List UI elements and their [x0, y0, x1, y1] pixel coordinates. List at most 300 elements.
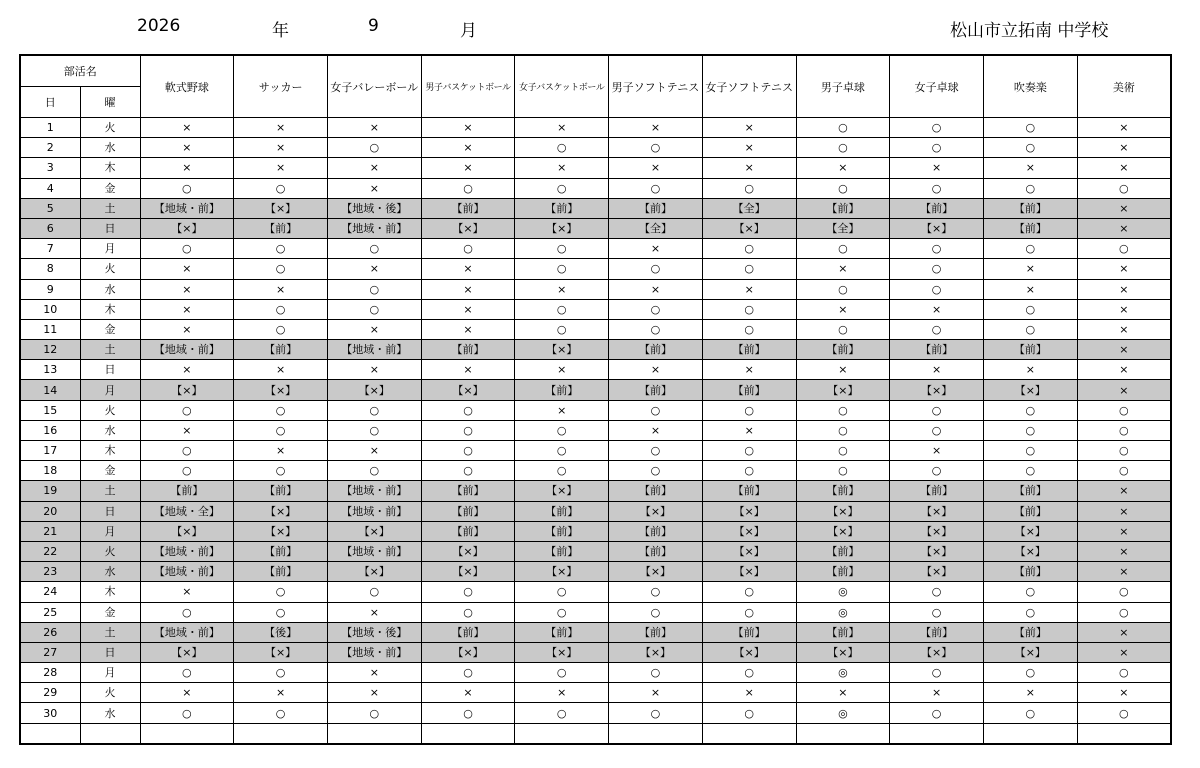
schedule-cell: × [1077, 218, 1171, 238]
schedule-cell: 【×】 [702, 562, 796, 582]
schedule-cell: 【前】 [890, 340, 984, 360]
schedule-cell: 【全】 [796, 218, 890, 238]
day-cell: 14 [20, 380, 80, 400]
empty-cell [1077, 723, 1171, 744]
schedule-cell: × [421, 683, 515, 703]
schedule-cell: ○ [234, 420, 328, 440]
school-name: 松山市立拓南 中学校 [950, 21, 1109, 41]
table-row [20, 218, 1171, 238]
schedule-cell: 【×】 [890, 562, 984, 582]
schedule-cell: × [515, 400, 609, 420]
schedule-cell: ○ [796, 461, 890, 481]
day-cell: 21 [20, 521, 80, 541]
schedule-cell: 【×】 [796, 642, 890, 662]
schedule-cell: 【前】 [515, 622, 609, 642]
schedule-cell: × [140, 118, 234, 138]
schedule-cell: 【×】 [234, 642, 328, 662]
schedule-cell: × [609, 118, 703, 138]
schedule-cell: 【前】 [796, 562, 890, 582]
schedule-cell: ○ [515, 663, 609, 683]
schedule-cell: ○ [421, 703, 515, 723]
schedule-cell: ○ [140, 400, 234, 420]
schedule-cell: 【前】 [609, 541, 703, 561]
schedule-cell: ○ [1077, 582, 1171, 602]
schedule-cell: ○ [234, 319, 328, 339]
schedule-cell: × [421, 299, 515, 319]
schedule-cell: 【×】 [421, 642, 515, 662]
schedule-cell: 【×】 [796, 521, 890, 541]
schedule-cell: 【×】 [421, 541, 515, 561]
schedule-cell: 【地域・後】 [327, 622, 421, 642]
schedule-cell: × [140, 420, 234, 440]
table-row [20, 521, 1171, 541]
schedule-cell: 【×】 [890, 218, 984, 238]
schedule-cell: 【前】 [609, 380, 703, 400]
schedule-cell: × [234, 118, 328, 138]
schedule-cell: 【地域・前】 [327, 501, 421, 521]
schedule-cell: ○ [983, 319, 1077, 339]
schedule-cell: 【×】 [515, 218, 609, 238]
table-row [20, 118, 1171, 138]
schedule-cell: × [609, 158, 703, 178]
schedule-cell: 【×】 [609, 501, 703, 521]
schedule-cell: ○ [327, 420, 421, 440]
weekday-cell: 月 [80, 521, 140, 541]
schedule-cell: × [1077, 380, 1171, 400]
day-cell: 24 [20, 582, 80, 602]
schedule-cell: 【地域・前】 [140, 562, 234, 582]
schedule-cell: ○ [234, 178, 328, 198]
header-month: 9 [368, 16, 379, 36]
schedule-cell: ○ [890, 602, 984, 622]
schedule-cell: × [796, 360, 890, 380]
schedule-cell: ○ [1077, 441, 1171, 461]
schedule-cell: × [327, 683, 421, 703]
schedule-cell: 【前】 [983, 340, 1077, 360]
table-row [20, 420, 1171, 440]
schedule-cell: ○ [421, 441, 515, 461]
schedule-cell: × [421, 319, 515, 339]
schedule-cell: 【前】 [234, 562, 328, 582]
schedule-cell: ○ [327, 703, 421, 723]
schedule-cell: ○ [796, 138, 890, 158]
schedule-cell: 【全】 [609, 218, 703, 238]
schedule-cell: × [983, 360, 1077, 380]
schedule-cell: × [983, 279, 1077, 299]
weekday-cell: 水 [80, 420, 140, 440]
club-header: 男子ソフトテニス [609, 55, 703, 118]
schedule-cell: ○ [421, 602, 515, 622]
schedule-cell: × [421, 360, 515, 380]
schedule-cell: ○ [327, 461, 421, 481]
schedule-cell: 【×】 [983, 642, 1077, 662]
schedule-cell: 【×】 [702, 541, 796, 561]
weekday-cell: 土 [80, 340, 140, 360]
schedule-cell: 【×】 [234, 198, 328, 218]
schedule-cell: ○ [140, 703, 234, 723]
schedule-cell: ○ [327, 138, 421, 158]
schedule-cell: ○ [515, 319, 609, 339]
schedule-cell: × [421, 158, 515, 178]
weekday-cell: 火 [80, 400, 140, 420]
schedule-cell: × [890, 360, 984, 380]
schedule-cell: ○ [609, 461, 703, 481]
schedule-cell: ◎ [796, 582, 890, 602]
schedule-cell: 【前】 [609, 481, 703, 501]
club-header: 吹奏楽 [983, 55, 1077, 118]
schedule-cell: ○ [796, 178, 890, 198]
schedule-cell: 【地域・全】 [140, 501, 234, 521]
schedule-cell: × [327, 319, 421, 339]
schedule-cell: 【×】 [327, 562, 421, 582]
schedule-cell: × [702, 118, 796, 138]
schedule-cell: ○ [515, 239, 609, 259]
schedule-cell: 【×】 [421, 380, 515, 400]
schedule-cell: 【×】 [421, 218, 515, 238]
day-cell: 30 [20, 703, 80, 723]
schedule-cell: × [140, 279, 234, 299]
schedule-cell: × [1077, 319, 1171, 339]
weekday-cell: 日 [80, 501, 140, 521]
club-header: 美術 [1077, 55, 1171, 118]
day-cell: 7 [20, 239, 80, 259]
schedule-cell: × [1077, 138, 1171, 158]
weekday-cell: 木 [80, 582, 140, 602]
schedule-cell: ○ [515, 178, 609, 198]
table-row [20, 481, 1171, 501]
schedule-cell: × [327, 663, 421, 683]
schedule-cell: 【前】 [983, 562, 1077, 582]
empty-cell [234, 723, 328, 744]
day-cell: 28 [20, 663, 80, 683]
schedule-cell: ○ [515, 299, 609, 319]
schedule-cell: × [796, 683, 890, 703]
weekday-cell: 火 [80, 541, 140, 561]
schedule-cell: ○ [234, 663, 328, 683]
table-row [20, 582, 1171, 602]
schedule-cell: ○ [890, 663, 984, 683]
schedule-cell: 【前】 [796, 541, 890, 561]
day-cell: 26 [20, 622, 80, 642]
schedule-cell: × [1077, 340, 1171, 360]
schedule-cell: × [702, 279, 796, 299]
schedule-cell: 【前】 [983, 481, 1077, 501]
table-row [20, 602, 1171, 622]
day-cell: 20 [20, 501, 80, 521]
schedule-cell: 【×】 [234, 380, 328, 400]
club-schedule-table [19, 54, 1172, 745]
schedule-cell: 【×】 [702, 501, 796, 521]
schedule-cell: × [1077, 501, 1171, 521]
weekday-cell: 金 [80, 319, 140, 339]
table-row [20, 683, 1171, 703]
schedule-cell: ○ [609, 602, 703, 622]
schedule-cell: × [234, 683, 328, 703]
schedule-cell: × [702, 158, 796, 178]
schedule-cell: 【前】 [140, 481, 234, 501]
day-cell: 13 [20, 360, 80, 380]
schedule-cell: 【地域・前】 [140, 198, 234, 218]
schedule-cell: ○ [140, 178, 234, 198]
day-cell: 11 [20, 319, 80, 339]
empty-cell [20, 723, 80, 744]
schedule-cell: × [515, 683, 609, 703]
day-cell: 15 [20, 400, 80, 420]
empty-cell [80, 723, 140, 744]
schedule-cell: × [1077, 299, 1171, 319]
schedule-cell: ○ [796, 279, 890, 299]
schedule-cell: × [983, 158, 1077, 178]
schedule-cell: ○ [327, 400, 421, 420]
schedule-cell: 【×】 [140, 642, 234, 662]
club-header: 女子卓球 [890, 55, 984, 118]
schedule-cell: 【×】 [796, 380, 890, 400]
schedule-cell: × [234, 360, 328, 380]
schedule-cell: ◎ [796, 703, 890, 723]
day-cell: 23 [20, 562, 80, 582]
schedule-cell: × [140, 683, 234, 703]
schedule-cell: ○ [796, 239, 890, 259]
schedule-cell: 【×】 [140, 380, 234, 400]
schedule-cell: 【前】 [890, 622, 984, 642]
schedule-cell: 【前】 [796, 481, 890, 501]
day-cell: 29 [20, 683, 80, 703]
schedule-cell: ◎ [796, 602, 890, 622]
empty-cell [609, 723, 703, 744]
day-cell: 18 [20, 461, 80, 481]
schedule-cell: × [702, 683, 796, 703]
weekday-cell: 水 [80, 279, 140, 299]
day-cell: 10 [20, 299, 80, 319]
schedule-cell: ○ [890, 582, 984, 602]
schedule-cell: ○ [234, 582, 328, 602]
schedule-body [20, 118, 1171, 744]
empty-cell [327, 723, 421, 744]
weekday-cell: 水 [80, 703, 140, 723]
schedule-cell: ○ [890, 420, 984, 440]
schedule-cell: × [1077, 622, 1171, 642]
club-header: 男子バスケットボール [421, 55, 515, 118]
weekday-header: 曜 [80, 87, 140, 118]
schedule-cell: ○ [515, 259, 609, 279]
day-cell: 16 [20, 420, 80, 440]
schedule-cell: ○ [609, 178, 703, 198]
schedule-cell: 【地域・前】 [140, 340, 234, 360]
day-cell: 25 [20, 602, 80, 622]
table-row [20, 380, 1171, 400]
weekday-cell: 金 [80, 178, 140, 198]
weekday-cell: 水 [80, 138, 140, 158]
schedule-cell: ○ [890, 178, 984, 198]
schedule-cell: ○ [515, 138, 609, 158]
day-cell: 9 [20, 279, 80, 299]
schedule-cell: ○ [1077, 602, 1171, 622]
table-row [20, 562, 1171, 582]
schedule-cell: ○ [327, 279, 421, 299]
weekday-cell: 土 [80, 481, 140, 501]
table-row [20, 400, 1171, 420]
schedule-cell: × [1077, 481, 1171, 501]
schedule-cell: 【×】 [234, 501, 328, 521]
schedule-cell: ○ [327, 239, 421, 259]
schedule-cell: 【前】 [702, 481, 796, 501]
weekday-cell: 金 [80, 461, 140, 481]
schedule-cell: 【前】 [515, 521, 609, 541]
table-row [20, 501, 1171, 521]
schedule-cell: 【地域・後】 [327, 198, 421, 218]
schedule-cell: 【前】 [609, 521, 703, 541]
weekday-cell: 水 [80, 562, 140, 582]
schedule-cell: ○ [1077, 420, 1171, 440]
schedule-cell: ○ [1077, 663, 1171, 683]
schedule-cell: 【前】 [702, 340, 796, 360]
schedule-cell: 【地域・前】 [140, 541, 234, 561]
day-cell: 2 [20, 138, 80, 158]
schedule-cell: 【×】 [327, 521, 421, 541]
schedule-cell: ○ [702, 663, 796, 683]
schedule-cell: × [140, 319, 234, 339]
schedule-cell: 【×】 [140, 218, 234, 238]
schedule-cell: 【前】 [421, 622, 515, 642]
schedule-cell: × [421, 118, 515, 138]
club-header: 男子卓球 [796, 55, 890, 118]
schedule-cell: ○ [890, 461, 984, 481]
schedule-cell: 【×】 [890, 380, 984, 400]
schedule-cell: ○ [515, 582, 609, 602]
weekday-cell: 土 [80, 622, 140, 642]
schedule-cell: × [327, 441, 421, 461]
weekday-cell: 月 [80, 663, 140, 683]
schedule-cell: × [702, 138, 796, 158]
schedule-cell: ○ [609, 138, 703, 158]
header-month-label: 月 [460, 21, 477, 41]
empty-cell [796, 723, 890, 744]
schedule-cell: 【×】 [890, 501, 984, 521]
schedule-cell: 【×】 [327, 380, 421, 400]
schedule-cell: × [702, 420, 796, 440]
table-row [20, 461, 1171, 481]
schedule-cell: ○ [421, 461, 515, 481]
schedule-cell: × [1077, 541, 1171, 561]
schedule-cell: 【後】 [234, 622, 328, 642]
schedule-cell: 【前】 [796, 198, 890, 218]
schedule-cell: ○ [983, 441, 1077, 461]
schedule-cell: 【前】 [234, 218, 328, 238]
schedule-cell: × [234, 138, 328, 158]
day-cell: 12 [20, 340, 80, 360]
header-year-label: 年 [272, 21, 289, 41]
schedule-cell: 【×】 [983, 380, 1077, 400]
weekday-cell: 月 [80, 380, 140, 400]
schedule-cell: × [234, 441, 328, 461]
schedule-cell: 【×】 [234, 521, 328, 541]
schedule-cell: × [890, 683, 984, 703]
club-header: サッカー [234, 55, 328, 118]
day-cell: 6 [20, 218, 80, 238]
schedule-cell: ○ [702, 441, 796, 461]
schedule-cell: × [140, 299, 234, 319]
schedule-cell: × [1077, 279, 1171, 299]
schedule-cell: ○ [890, 400, 984, 420]
schedule-cell: 【前】 [421, 521, 515, 541]
schedule-cell: 【地域・前】 [327, 541, 421, 561]
schedule-cell: × [421, 138, 515, 158]
schedule-cell: ○ [983, 420, 1077, 440]
table-row [20, 178, 1171, 198]
weekday-cell: 火 [80, 259, 140, 279]
schedule-cell: 【前】 [234, 481, 328, 501]
schedule-cell: × [983, 259, 1077, 279]
schedule-cell: × [609, 360, 703, 380]
weekday-cell: 木 [80, 158, 140, 178]
schedule-cell: ○ [515, 602, 609, 622]
schedule-cell: 【前】 [983, 622, 1077, 642]
day-cell: 4 [20, 178, 80, 198]
schedule-cell: ○ [609, 319, 703, 339]
schedule-cell: ○ [515, 441, 609, 461]
schedule-cell: ○ [515, 420, 609, 440]
schedule-cell: 【前】 [890, 481, 984, 501]
table-row [20, 703, 1171, 723]
schedule-cell: 【×】 [983, 521, 1077, 541]
club-header: 軟式野球 [140, 55, 234, 118]
schedule-cell: × [234, 279, 328, 299]
schedule-cell: × [609, 239, 703, 259]
schedule-cell: ○ [421, 582, 515, 602]
schedule-cell: 【×】 [890, 642, 984, 662]
schedule-cell: ○ [796, 400, 890, 420]
schedule-cell: ○ [234, 703, 328, 723]
schedule-cell: 【前】 [890, 198, 984, 218]
schedule-cell: ○ [1077, 703, 1171, 723]
schedule-cell: ○ [702, 400, 796, 420]
empty-row [20, 723, 1171, 744]
schedule-cell: ○ [702, 602, 796, 622]
schedule-cell: 【地域・前】 [327, 218, 421, 238]
schedule-cell: 【前】 [421, 198, 515, 218]
schedule-cell: × [1077, 683, 1171, 703]
schedule-cell: × [327, 259, 421, 279]
schedule-cell: × [327, 178, 421, 198]
schedule-cell: ○ [609, 400, 703, 420]
schedule-cell: ○ [983, 299, 1077, 319]
schedule-cell: × [796, 299, 890, 319]
schedule-cell: ○ [890, 279, 984, 299]
schedule-cell: ○ [890, 138, 984, 158]
schedule-cell: 【前】 [983, 501, 1077, 521]
schedule-cell: ○ [609, 441, 703, 461]
schedule-cell: 【前】 [983, 218, 1077, 238]
schedule-cell: × [1077, 259, 1171, 279]
day-cell: 5 [20, 198, 80, 218]
schedule-cell: ○ [421, 400, 515, 420]
weekday-cell: 火 [80, 683, 140, 703]
schedule-cell: ○ [983, 461, 1077, 481]
table-row [20, 340, 1171, 360]
table-row [20, 360, 1171, 380]
schedule-cell: ○ [702, 703, 796, 723]
schedule-cell: 【×】 [515, 562, 609, 582]
schedule-cell: ○ [234, 602, 328, 622]
day-cell: 27 [20, 642, 80, 662]
schedule-cell: 【×】 [702, 218, 796, 238]
weekday-cell: 日 [80, 642, 140, 662]
schedule-cell: × [1077, 360, 1171, 380]
schedule-cell: × [327, 602, 421, 622]
schedule-cell: 【×】 [983, 541, 1077, 561]
schedule-cell: ○ [983, 239, 1077, 259]
schedule-cell: × [702, 360, 796, 380]
